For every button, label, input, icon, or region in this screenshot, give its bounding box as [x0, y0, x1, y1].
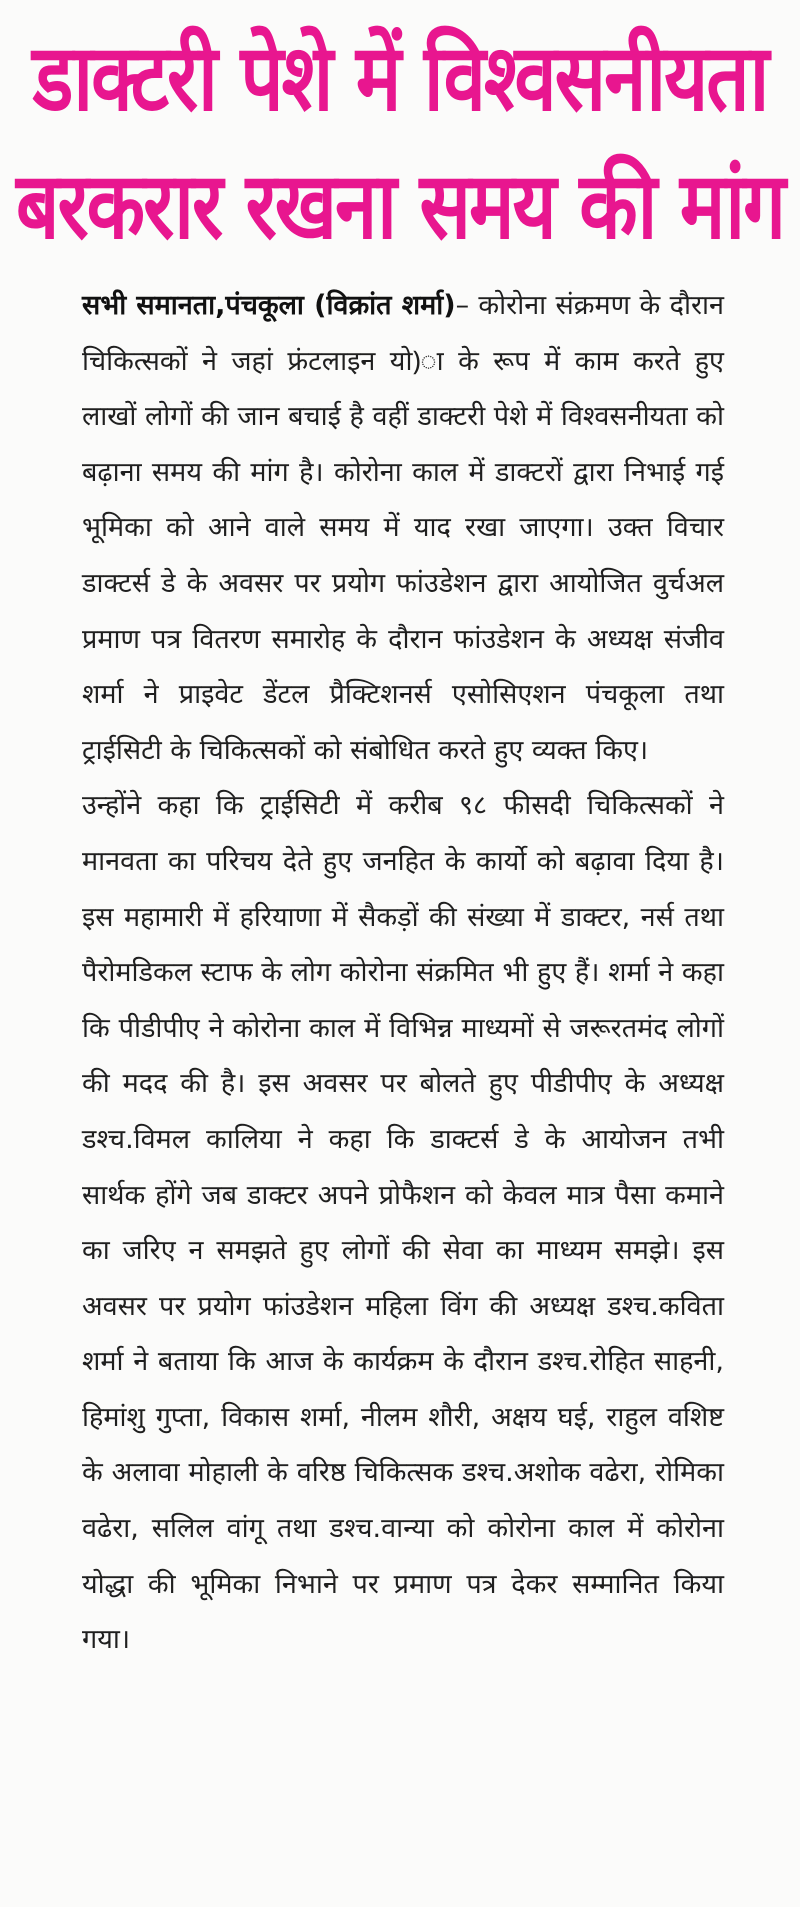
- byline: सभी समानता,पंचकूला (विक्रांत शर्मा): [82, 290, 456, 321]
- headline-line-2: बरकरार रखना समय की मांग: [16, 153, 784, 260]
- paragraph-1: [82, 278, 724, 778]
- paragraph-1-text: – कोरोना संक्रमण के दौरान चिकित्सकों ने जहां फ्रंटलाइन यो)ा के रूप में काम करते हुए लाखों लोगों की जान बचाई है वहीं डाक्टरी पेशे में विश्वसनीयता को बढ़ाना समय की मांग है। कोरोना काल में डाक्टरों द्वारा निभाई गई भूमिका को आने वाले समय में याद रखा जाएगा। उक्त विचार डाक्टर्स डे के अवसर पर प्रयोग फांउडेशन द्वारा आयोजित वुर्चअल प्रमाण पत्र वितरण समारोह के दौरान फांउडेशन के अध्यक्ष संजीव शर्मा ने प्राइवेट डेंटल प्रैक्टिशनर्स एसोसिएशन पंचकूला तथा ट्राईसिटी के चिकित्सकों को संबोधित करते हुए व्यक्त किए।: [82, 290, 724, 766]
- article-body: [82, 278, 724, 1668]
- headline-line-1: डाक्टरी पेशे में विश्वसनीयता: [32, 25, 768, 132]
- paragraph-2: उन्होंने कहा कि ट्राईसिटी में करीब ९८ फीसदी चिकित्सकों ने मानवता का परिचय देते हुए जनहित के कार्यो को बढ़ावा दिया है। इस महामारी में हरियाणा में सैकड़ों की संख्या में डाक्टर, नर्स तथा पैरोमडिकल स्टाफ के लोग कोरोना संक्रमित भी हुए हैं। शर्मा ने कहा कि पीडीपीए ने कोरोना काल में विभिन्न माध्यमों से जरूरतमंद लोगों की मदद की है। इस अवसर पर बोलते हुए पीडीपीए के अध्यक्ष डश्च.विमल कालिया ने कहा कि डाक्टर्स डे के आयोजन तभी सार्थक होंगे जब डाक्टर अपने प्रोफैशन को केवल मात्र पैसा कमाने का जरिए न समझते हुए लोगों की सेवा का माध्यम समझे। इस अवसर पर प्रयोग फांउडेशन महिला विंग की अध्यक्ष डश्च.कविता शर्मा ने बताया कि आज के कार्यक्रम के दौरान डश्च.रोहित साहनी, हिमांशु गुप्ता, विकास शर्मा, नीलम शौरी, अक्षय घई, राहुल वशिष्ट के अलावा मोहाली के वरिष्ठ चिकित्सक डश्च.अशोक वढेरा, रोमिका वढेरा, सलिल वांगू तथा डश्च.वान्या को कोरोना काल में कोरोना योद्धा की भूमिका निभाने पर प्रमाण पत्र देकर सम्मानित किया गया।: [82, 790, 724, 1656]
